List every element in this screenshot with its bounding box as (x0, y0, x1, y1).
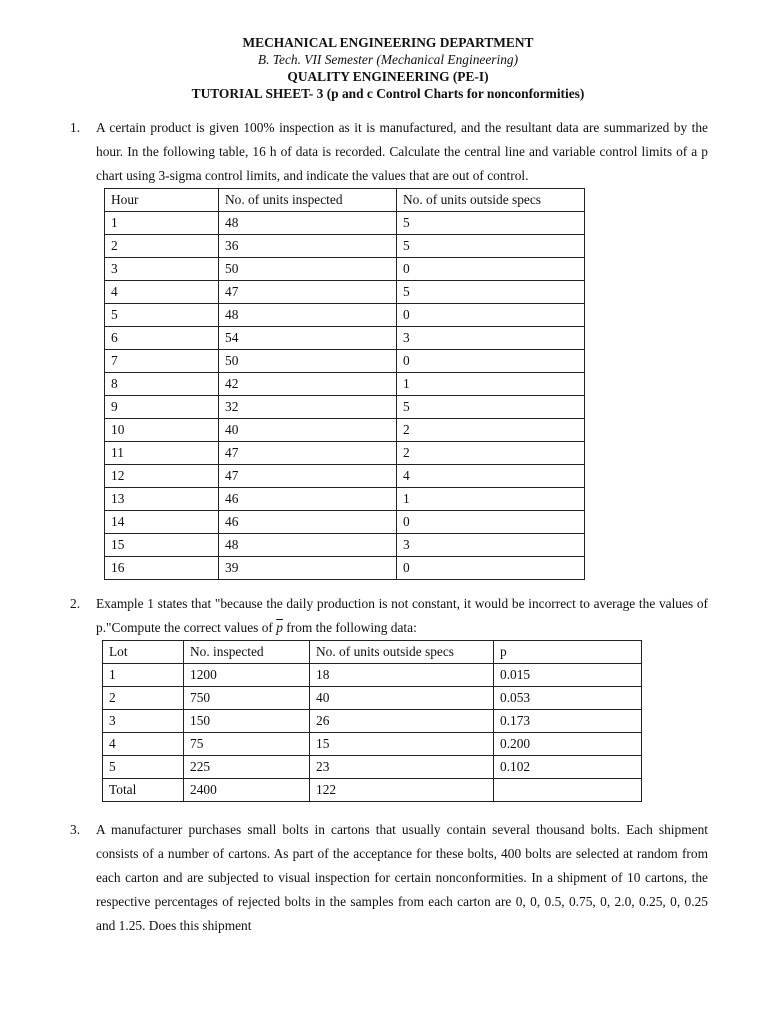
header-cell: p (494, 641, 642, 664)
header-cell: No. of units inspected (219, 189, 397, 212)
table-row (105, 235, 585, 258)
question-3 (68, 818, 708, 938)
question-text: A certain product is given 100% inspection as it is manufactured, and the resultant data are summarized by the hour. In the following table, 16 h of data is recorded. Calculate the central line and variable control limits of a p chart using 3-sigma control limits, and indicate the values that are out of control. (96, 120, 708, 183)
table-row (103, 710, 642, 733)
table-row (105, 465, 585, 488)
table-cell: 42 (219, 373, 397, 396)
table-cell: 0.102 (494, 756, 642, 779)
question-number: 2. (70, 596, 81, 611)
table-row (105, 281, 585, 304)
table-row (105, 419, 585, 442)
table-row (103, 779, 642, 802)
table-cell: 26 (310, 710, 494, 733)
table-cell: 225 (184, 756, 310, 779)
table-cell: 4 (103, 733, 184, 756)
table-row (105, 488, 585, 511)
table-cell: 122 (310, 779, 494, 802)
table-cell: 46 (219, 488, 397, 511)
table-cell: 2 (103, 687, 184, 710)
table-cell: 36 (219, 235, 397, 258)
table-cell: 150 (184, 710, 310, 733)
table-cell: 0 (397, 511, 585, 534)
table-cell: 3 (103, 710, 184, 733)
table-cell: 40 (310, 687, 494, 710)
table-row (105, 373, 585, 396)
table-cell: 32 (219, 396, 397, 419)
table-cell: 8 (105, 373, 219, 396)
table-cell: 47 (219, 281, 397, 304)
table-row (105, 327, 585, 350)
table-cell: 14 (105, 511, 219, 534)
table-cell: 50 (219, 258, 397, 281)
table-cell: 48 (219, 534, 397, 557)
table-cell: 1 (105, 212, 219, 235)
table-cell: 6 (105, 327, 219, 350)
table-cell: 5 (105, 304, 219, 327)
table-row (103, 733, 642, 756)
table-cell (494, 779, 642, 802)
table-cell: 0 (397, 258, 585, 281)
table-row (105, 212, 585, 235)
table-cell: 47 (219, 442, 397, 465)
header-cell: No. inspected (184, 641, 310, 664)
table-header-row (105, 189, 585, 212)
table-cell: 9 (105, 396, 219, 419)
table-cell: 23 (310, 756, 494, 779)
header-cell: Lot (103, 641, 184, 664)
table-cell: 3 (397, 327, 585, 350)
table-cell: 11 (105, 442, 219, 465)
table-cell: 0 (397, 350, 585, 373)
table-row (105, 258, 585, 281)
table-cell: 2 (397, 442, 585, 465)
table-cell: 3 (105, 258, 219, 281)
table-cell: 40 (219, 419, 397, 442)
table-cell: 18 (310, 664, 494, 687)
table-cell: 1200 (184, 664, 310, 687)
table-cell: 46 (219, 511, 397, 534)
table-cell: 47 (219, 465, 397, 488)
table-cell: 3 (397, 534, 585, 557)
table-cell: 5 (397, 281, 585, 304)
table-cell: Total (103, 779, 184, 802)
question-text: Example 1 states that "because the daily production is not constant, it would be incorrect to average the values of p."Compute the correct values of $\overline{p}$ from the following data: (96, 596, 708, 635)
hourly-inspection-table (104, 188, 585, 580)
question-text: A manufacturer purchases small bolts in cartons that usually contain several thousand bolts. Each shipment consists of a number of cartons. As part of the acceptance for these bolts, 400 bolts are selected at random from each carton and are subjected to visual inspection for certain nonconformities. In a shipment of 10 cartons, the respective percentages of rejected bolts in the samples from each carton are 0, 0, 0.5, 0.75, 0, 2.0, 0.25, 0, 0.25 and 1.25. Does this shipment (96, 822, 708, 933)
table-row (105, 511, 585, 534)
table-row (105, 442, 585, 465)
table-cell: 4 (397, 465, 585, 488)
table-cell: 5 (397, 235, 585, 258)
table-cell: 12 (105, 465, 219, 488)
table-cell: 48 (219, 212, 397, 235)
department-title: MECHANICAL ENGINEERING DEPARTMENT (242, 35, 534, 50)
table-cell: 7 (105, 350, 219, 373)
table-cell: 0.200 (494, 733, 642, 756)
table-row (105, 534, 585, 557)
table-cell: 39 (219, 557, 397, 580)
p-bar-symbol: $\overline{p}$ (276, 620, 283, 635)
table-cell: 5 (397, 396, 585, 419)
table-cell: 2 (105, 235, 219, 258)
table-cell: 4 (105, 281, 219, 304)
lot-inspection-table (102, 640, 642, 802)
table-cell: 0 (397, 557, 585, 580)
table-row (105, 396, 585, 419)
table-cell: 10 (105, 419, 219, 442)
table-row (103, 687, 642, 710)
table-cell: 1 (397, 488, 585, 511)
table-cell: 0.015 (494, 664, 642, 687)
table-cell: 2 (397, 419, 585, 442)
header-cell: No. of units outside specs (397, 189, 585, 212)
table-header-row (103, 641, 642, 664)
table-cell: 75 (184, 733, 310, 756)
table-row (103, 756, 642, 779)
table-cell: 54 (219, 327, 397, 350)
header-cell: No. of units outside specs (310, 641, 494, 664)
question-2 (68, 592, 708, 802)
table-cell: 0.173 (494, 710, 642, 733)
semester-line: B. Tech. VII Semester (Mechanical Engineering) (257, 52, 519, 67)
table-row (105, 304, 585, 327)
course-title: QUALITY ENGINEERING (PE-I) (287, 69, 489, 84)
question-1 (68, 116, 708, 580)
question-number: 3. (70, 822, 81, 837)
table-row (105, 557, 585, 580)
table-cell: 48 (219, 304, 397, 327)
table-cell: 0.053 (494, 687, 642, 710)
table-row (103, 664, 642, 687)
table-cell: 1 (397, 373, 585, 396)
table-cell: 5 (397, 212, 585, 235)
table-cell: 2400 (184, 779, 310, 802)
table-cell: 1 (103, 664, 184, 687)
table-cell: 5 (103, 756, 184, 779)
table-cell: 750 (184, 687, 310, 710)
table-cell: 50 (219, 350, 397, 373)
table-cell: 16 (105, 557, 219, 580)
table-cell: 15 (310, 733, 494, 756)
table-cell: 13 (105, 488, 219, 511)
tutorial-title: TUTORIAL SHEET- 3 (p and c Control Charts for nonconformities) (191, 86, 585, 101)
header-cell: Hour (105, 189, 219, 212)
sheet-header (68, 34, 708, 102)
table-cell: 0 (397, 304, 585, 327)
table-row (105, 350, 585, 373)
question-number: 1. (70, 120, 81, 135)
table-cell: 15 (105, 534, 219, 557)
